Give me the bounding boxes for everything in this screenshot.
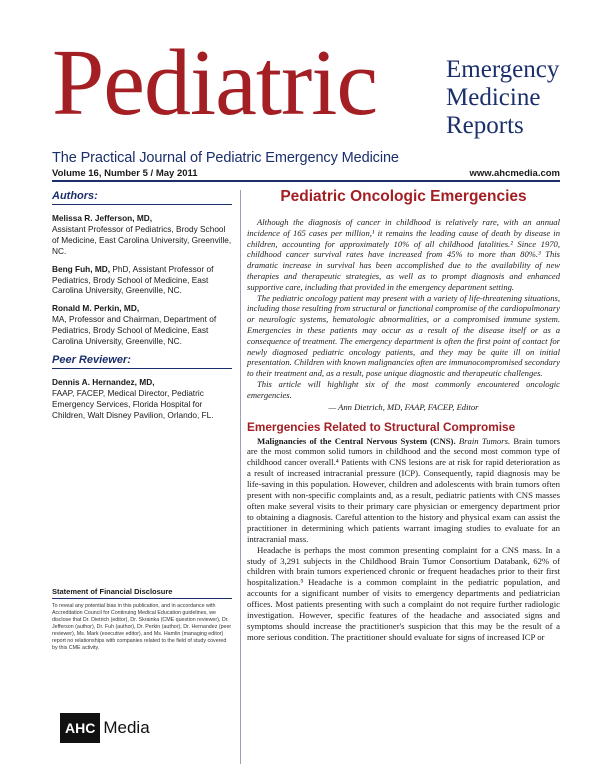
sidebar-column [52,190,232,750]
body-paragraph: Headache is perhaps the most common presenting complaint for a CNS mass. In a study of 3,291 subjects in the Childhood Brain Tumor Consortium Databank, 62% of children with brain tumors experienced chronic or frequent headaches prior to their first hospitalization.⁵ Headache is a common complaint in the pediatric population, and accounts for a significant number of visits to emergency departments and pediatrician offices. Most patients presenting with such a complaint do not require further radiologic investigation. However, specific features of the headache and associated signs and symptoms should increase the practitioner's suspicion that this may be the result of a more serious condition. The practitioner should evaluate for signs of increased ICP or [247,544,560,642]
author-detail: Assistant Professor of Pediatrics, Brody School of Medicine, East Carolina University, Greenville, NC. [52,223,232,256]
abstract-paragraph: Although the diagnosis of cancer in childhood is relatively rare, with an annual incidence of 165 cases per million,¹ it remains the leading cause of death by disease in children, accounting for approximately 10% of all childhood fatalities.² Since 1970, childhood cancer survival rates have increased from 45% to more than 80%.³ This dramatic increase in survival has been accomplished due to the availability of new therapies and therapeutic strategies, as well as to prompt diagnosis and enhanced supportive care, including that provided in the emergency department setting. [247,217,560,292]
author-name: Melissa R. Jefferson, MD, [52,213,153,223]
authors-label: Authors: [52,190,232,205]
editor-signature: — Ann Dietrich, MD, FAAP, FACEP, Editor [328,401,479,412]
article-title: Pediatric Oncologic Emergencies [280,188,527,205]
article-body [247,436,560,643]
financial-disclosure [52,587,232,652]
peer-reviewer-detail: FAAP, FACEP, Medical Director, Pediatric Emergency Services, Florida Hospital for Children, Walt Disney Pavilion, Orlando, FL. [52,387,214,420]
website-link[interactable]: www.ahcmedia.com [469,168,560,179]
run-in-heading: Malignancies of the Central Nervous System (CNS). [257,435,456,446]
author-name: Beng Fuh, MD, [52,263,111,274]
logo-text: Media [103,718,150,737]
disclosure-text: To reveal any potential bias in this publication, and in accordance with Accreditation Council for Continuing Medical Education guidelines, we disclose that Dr. Dietrich (editor), Dr. Skrainka (CME question reviewer), Dr. Jefferson (author), Dr. Fuh (author), Dr. Perkin (author), Dr. Hernandez (peer reviewer), Ms. Mark (executive editor), and Ms. Hamlin (managing editor) report no relationships with companies related to the field of study covered by this CME activity. [52,603,232,651]
logo-box: AHC [60,713,100,743]
journal-subtitle [446,56,586,140]
issue-bar [52,168,560,182]
column-divider [240,190,241,764]
subtitle-line-2: Medicine [446,84,541,111]
peer-reviewer-label: Peer Reviewer: [52,354,232,369]
author-entry [52,264,232,297]
subtitle-line-1: Emergency [446,56,560,83]
masthead [0,0,600,150]
journal-tagline: The Practical Journal of Pediatric Emergency Medicine [52,150,399,166]
author-entry [52,303,232,347]
article-abstract [247,217,560,401]
abstract-paragraph: This article will highlight six of the most commonly encountered oncologic emergencies. [247,378,560,400]
body-paragraph [247,436,560,545]
peer-reviewer-name: Dennis A. Hernandez, MD, [52,376,155,387]
author-name: Ronald M. Perkin, MD, [52,303,140,314]
paragraph-text: Brain tumors are the most common solid tumors in childhood and the second most common type of childhood cancer overall.⁴ Patients with CNS lesions are at risk for rapid deterioration as a result of increased intracranial pressure (ICP). Consequently, rapid diagnosis may be life-saving in this population. However, children and adolescents with brain tumors often present with non-specific complaints and, as a result, pediatric patients with CNS masses often make several visits to their primary care physician or emergency department prior to obtaining a diagnosis. Careful attention to the history and physical exam can assist the practitioner in determining which patients warrant imaging studies to evaluate for an intracranial mass. [247,435,561,544]
disclosure-title: Statement of Financial Disclosure [52,587,232,599]
subtitle-line-3: Reports [446,112,524,139]
author-detail: MA, Professor and Chairman, Department of Pediatrics, Brody School of Medicine, East Carolina University, Greenville, NC. [52,314,217,347]
section-heading: Emergencies Related to Structural Compromise [247,419,516,434]
journal-title: Pediatric [52,31,378,135]
abstract-paragraph: The pediatric oncology patient may present with a variety of life-threatening situations, including those resulting from structural or functional compromise of the cardiopulmonary or neurologic systems, hematologic abnormalities, or a compromised immune system. Emergencies in these patients may occur as a result of the disease itself or as a consequence of treatment. The emergency department is often the first point of contact for newly diagnosed pediatric oncology patients, and they may be quite ill on initial presentation. Children with known malignancies often are immunocompromised secondary to their treatment and, as a result, pose unique diagnostic and therapeutic challenges. [247,292,560,379]
article-column [247,188,560,643]
run-in-subheading: Brain Tumors. [458,435,511,446]
author-detail: PhD, Assistant Professor of Pediatrics, Brody School of Medicine, East Carolina University, Greenville, NC. [52,263,214,296]
issue-info: Volume 16, Number 5 / May 2011 [52,168,198,179]
author-entry [52,213,232,257]
ahc-media-logo [60,710,150,746]
peer-reviewer-entry [52,377,232,421]
